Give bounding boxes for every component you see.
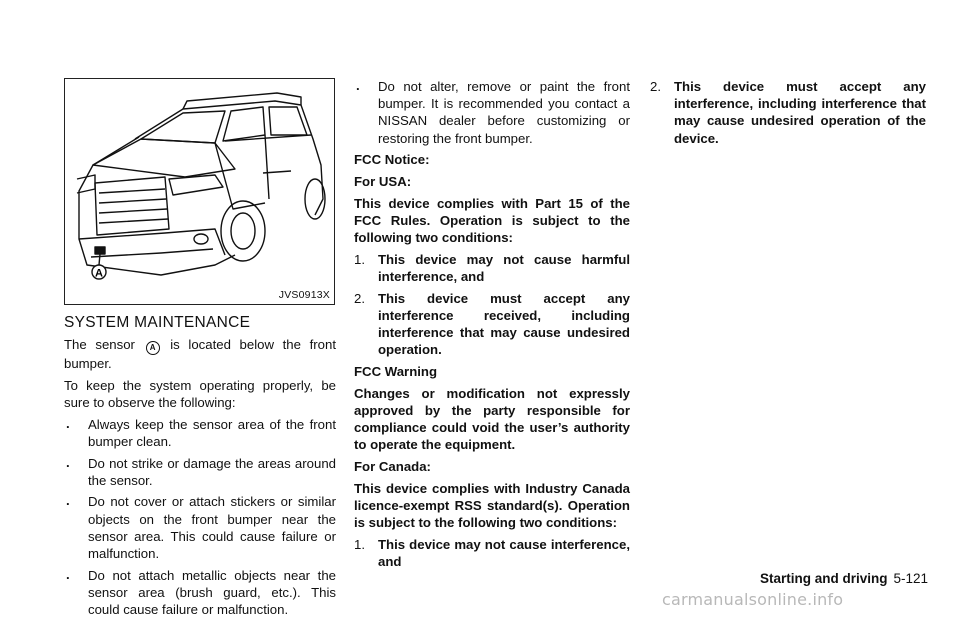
list-item: . Do not cover or attach stickers or similar objects on the front bumper near the sensor area. This could cause failure or malfunction. [66, 493, 336, 562]
item-number: 1. [354, 251, 365, 267]
usa-heading: For USA: [354, 174, 412, 190]
fcc-warning-heading: FCC Warning [354, 364, 438, 380]
callout-label: A [95, 267, 103, 280]
bullet-text: Always keep the sensor area of the front bumper clean. [88, 416, 336, 449]
suv-front-sensor-drawing [65, 79, 333, 303]
item-text: This device must accept any interference received, including interference that may cause undesired operation. [378, 290, 630, 358]
section-heading: SYSTEM MAINTENANCE [64, 314, 251, 331]
item-text: This device may not cause harmful interference, and [378, 251, 630, 285]
bullet-text: Do not cover or attach stickers or similar objects on the front bumper near the sensor area. This could cause failure or malfunction. [88, 494, 336, 562]
footer-section: Starting and driving [760, 571, 888, 586]
bullet-text: Do not strike or damage the areas around the sensor. [88, 455, 336, 488]
item-number: 1. [354, 536, 365, 552]
list-item: . Do not attach metallic objects near the sensor area (brush guard, etc.). This could cause failure or malfunction. [66, 566, 336, 618]
usa-text: This device complies with Part 15 of the FCC Rules. Operation is subject to the following two conditions: [354, 195, 630, 246]
sensor-location-text [64, 336, 336, 372]
item-number: 2. [650, 79, 661, 94]
item-text: This device must accept any interference, including interference that may cause undesired operation of the device. [674, 79, 926, 146]
bullet-text: Do not alter, remove or paint the front bumper. It is recommended you contact a NISSAN dealer before customizing or restoring the front bumper. [378, 79, 630, 146]
list-item: . Do not strike or damage the areas around the sensor. [66, 454, 336, 488]
vehicle-illustration [64, 78, 335, 305]
sensor-text-post: is located below the front bumper. [64, 337, 336, 371]
sensor-text-pre: The sensor [64, 337, 135, 352]
canada-heading: For Canada: [354, 459, 431, 475]
column-1 [64, 336, 336, 618]
list-item [354, 290, 630, 359]
page-number: 5-121 [893, 571, 929, 586]
list-item: . Always keep the sensor area of the front bumper clean. [66, 415, 336, 449]
item-text: This device may not cause interference, and [378, 536, 630, 570]
bullet-text: Do not attach metallic objects near the sensor area (brush guard, etc.). This could cause failure or malfunction. [88, 567, 336, 618]
sensor-symbol: A [146, 341, 160, 355]
watermark: carmanualsonline.info [662, 590, 844, 609]
column-2 [354, 78, 630, 570]
figure-code: JVS0913X [278, 289, 330, 301]
fcc-notice-heading: FCC Notice: [354, 152, 430, 168]
column-3 [650, 78, 926, 147]
list-item [354, 536, 630, 570]
page-footer [760, 571, 928, 586]
list-item [650, 78, 926, 147]
fcc-warning-text: Changes or modification not expressly approved by the party responsible for compliance could void the user’s authority to operate the equipment. [354, 385, 630, 453]
list-item: . Do not alter, remove or paint the front bumper. It is recommended you contact a NISSAN dealer before customizing or restoring the front bumper. [356, 78, 630, 146]
canada-text: This device complies with Industry Canada licence-exempt RSS standard(s). Operation is subject to the following two conditions: [354, 480, 630, 531]
list-item [354, 251, 630, 285]
intro-text: To keep the system operating properly, be sure to observe the following: [64, 377, 336, 410]
item-number: 2. [354, 290, 365, 306]
